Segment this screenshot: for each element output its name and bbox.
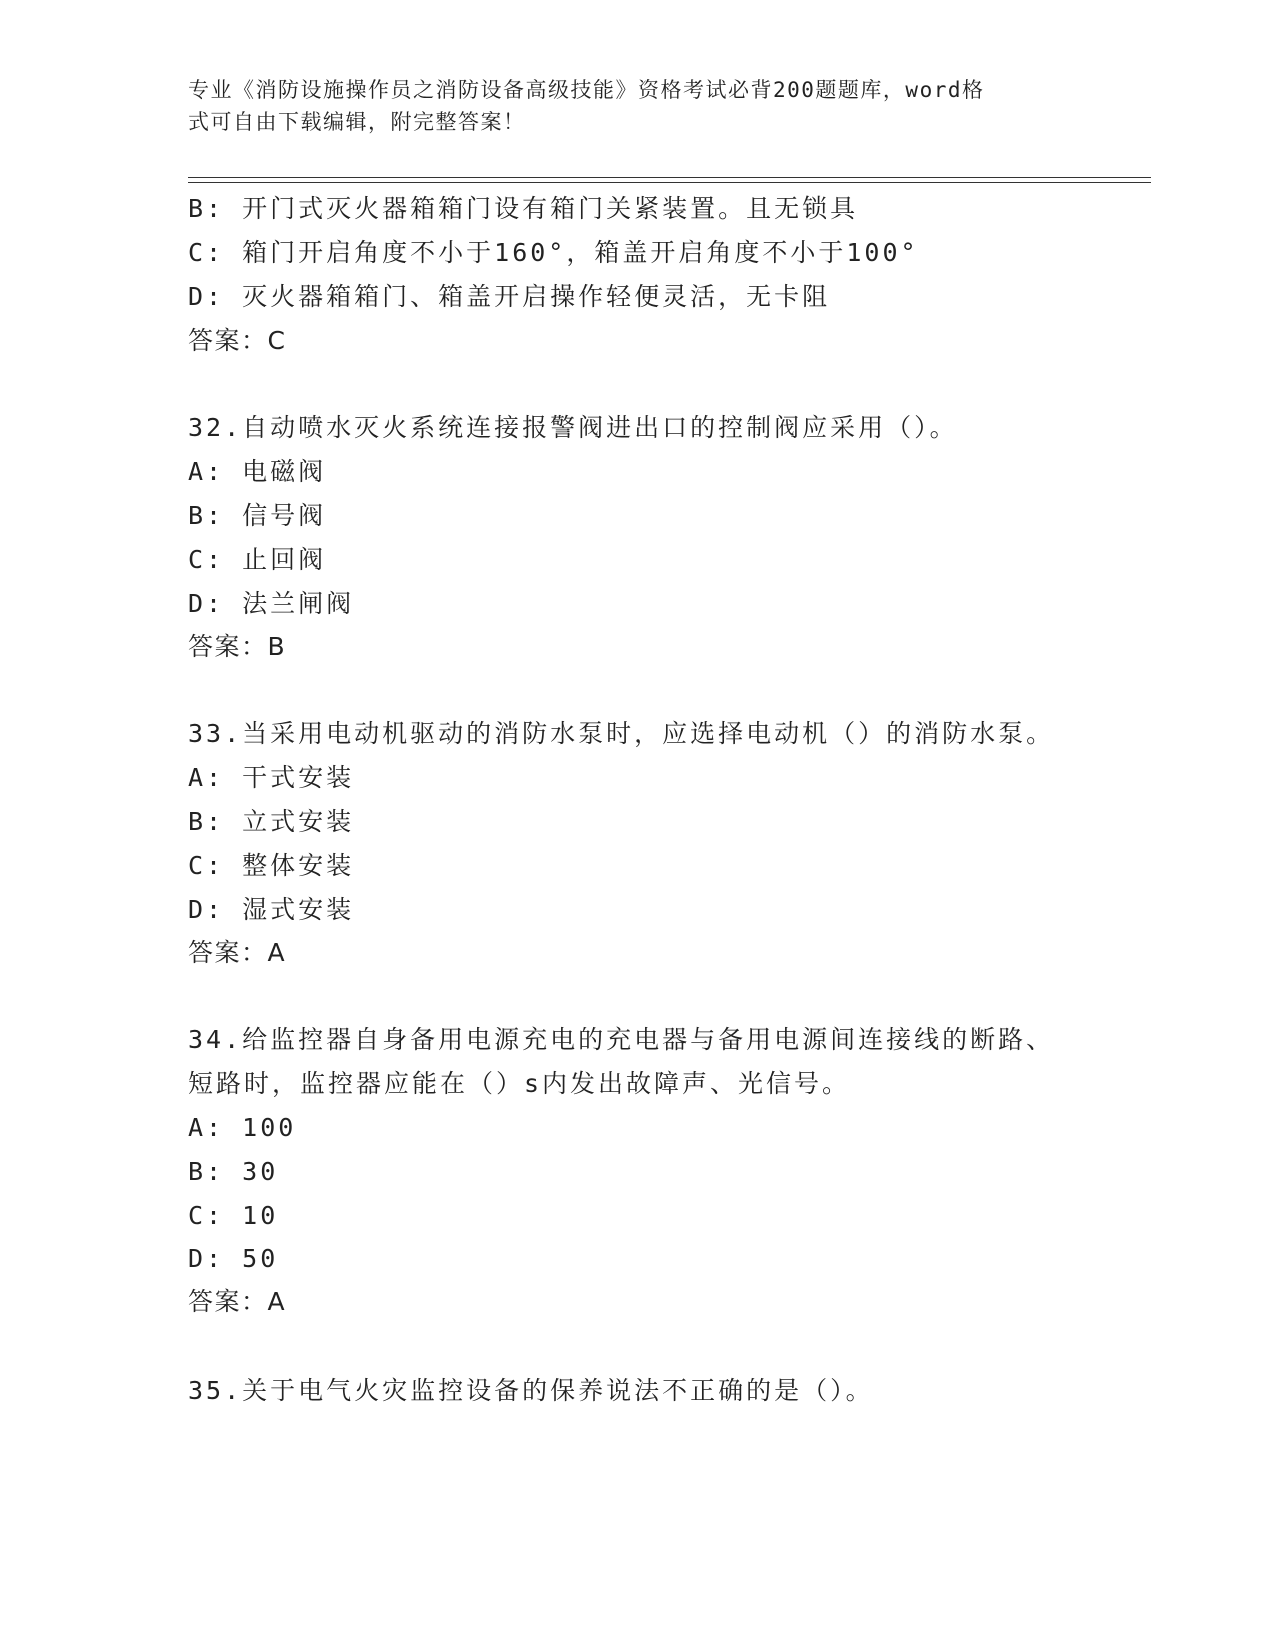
header-rule-top: [188, 177, 1151, 178]
q35-stem: 35.关于电气火灾监控设备的保养说法不正确的是（）。: [188, 1376, 874, 1405]
header-line-2: 式可自由下载编辑，附完整答案！: [188, 110, 526, 134]
q32-answer: 答案：B: [188, 632, 287, 661]
q34-option-b: B: 30: [188, 1157, 279, 1186]
q32-option-c: C: 止回阀: [188, 545, 327, 574]
prev-option-b: B: 开门式灭火器箱箱门设有箱门关紧装置。且无锁具: [188, 194, 859, 223]
document-header: [188, 74, 1068, 138]
header-line-1: 专业《消防设施操作员之消防设备高级技能》资格考试必背200题题库，word格: [188, 78, 985, 102]
q34-option-a: A: 100: [188, 1113, 297, 1142]
q34-stem-line-1: 34.给监控器自身备用电源充电的充电器与备用电源间连接线的断路、: [188, 1025, 1055, 1054]
q32-stem: 32.自动喷水灭火系统连接报警阀进出口的控制阀应采用（）。: [188, 413, 958, 442]
q33-answer: 答案：A: [188, 938, 287, 967]
q32-option-a: A: 电磁阀: [188, 457, 327, 486]
q34-answer: 答案：A: [188, 1287, 287, 1316]
q34-option-d: D: 50: [188, 1244, 279, 1273]
q33-option-a: A: 干式安装: [188, 763, 355, 792]
q34-option-c: C: 10: [188, 1201, 279, 1230]
header-rule-bottom: [188, 182, 1151, 183]
q32-option-b: B: 信号阀: [188, 501, 327, 530]
q33-stem: 33.当采用电动机驱动的消防水泵时，应选择电动机（）的消防水泵。: [188, 719, 1055, 748]
q32-option-d: D: 法兰闸阀: [188, 589, 355, 618]
q33-option-b: B: 立式安装: [188, 807, 355, 836]
q33-option-c: C: 整体安装: [188, 851, 355, 880]
prev-answer: 答案：C: [188, 326, 287, 355]
prev-option-c: C: 箱门开启角度不小于160°，箱盖开启角度不小于100°: [188, 238, 919, 267]
q34-stem-line-2: 短路时，监控器应能在（）s内发出故障声、光信号。: [188, 1069, 851, 1098]
q33-option-d: D: 湿式安装: [188, 895, 355, 924]
prev-option-d: D: 灭火器箱箱门、箱盖开启操作轻便灵活，无卡阻: [188, 282, 831, 311]
